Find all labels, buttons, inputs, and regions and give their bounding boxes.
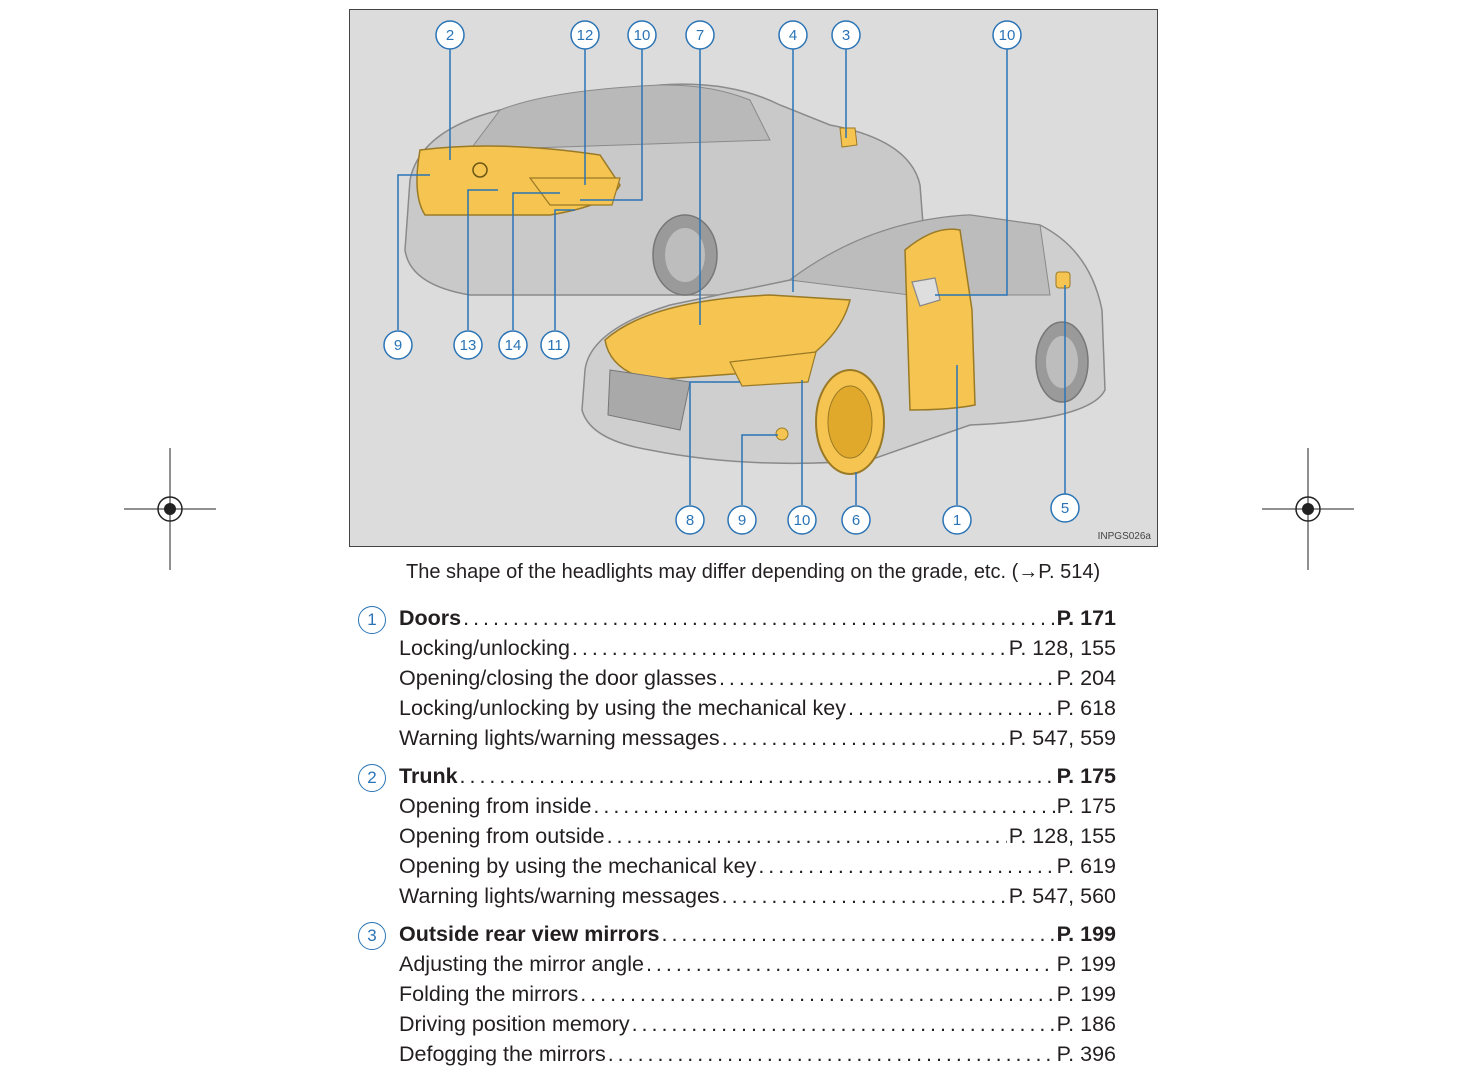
page-ref[interactable]: P. 175 bbox=[1056, 764, 1116, 788]
registration-mark-right bbox=[1262, 448, 1354, 570]
page-ref[interactable]: P. 175 bbox=[1056, 794, 1116, 818]
vehicle-exterior-figure bbox=[349, 9, 1158, 547]
index-entry[interactable] bbox=[358, 791, 1116, 821]
callout-top-7: 10 bbox=[998, 27, 1016, 44]
callout-top-2: 12 bbox=[576, 27, 594, 44]
section-title: Outside rear view mirrors bbox=[399, 922, 660, 946]
dot-leader bbox=[593, 791, 1054, 821]
dot-leader bbox=[722, 723, 1007, 753]
section-doors bbox=[358, 603, 1116, 753]
callout-bottom-2: 9 bbox=[737, 512, 747, 529]
page-ref[interactable]: P. 547, 560 bbox=[1008, 884, 1116, 908]
entry-label: Opening from inside bbox=[399, 794, 592, 818]
entry-label: Driving position memory bbox=[399, 1012, 630, 1036]
index-entry[interactable] bbox=[358, 821, 1116, 851]
callout-bottom-3: 10 bbox=[793, 512, 811, 529]
entry-label: Locking/unlocking bbox=[399, 636, 570, 660]
section-outside-mirrors bbox=[358, 919, 1116, 1069]
page-ref[interactable]: P. 199 bbox=[1056, 922, 1116, 946]
dot-leader bbox=[646, 949, 1055, 979]
section-heading[interactable] bbox=[358, 603, 1116, 633]
callout-top-6: 3 bbox=[841, 27, 851, 44]
index-entry[interactable] bbox=[358, 693, 1116, 723]
index-entry[interactable] bbox=[358, 949, 1116, 979]
section-heading[interactable] bbox=[358, 919, 1116, 949]
callout-top-5: 4 bbox=[788, 27, 798, 44]
figure-id-label: INPGS026a bbox=[1097, 531, 1151, 542]
index-entry[interactable] bbox=[358, 851, 1116, 881]
page-ref[interactable]: P. 618 bbox=[1056, 696, 1116, 720]
dot-leader bbox=[572, 633, 1007, 663]
section-number-badge: 2 bbox=[358, 764, 386, 792]
entry-label: Opening by using the mechanical key bbox=[399, 854, 757, 878]
page-ref[interactable]: P. 171 bbox=[1056, 606, 1116, 630]
entry-label: Adjusting the mirror angle bbox=[399, 952, 644, 976]
index-entry[interactable] bbox=[358, 663, 1116, 693]
component-index bbox=[358, 603, 1116, 1077]
page-ref[interactable]: P. 199 bbox=[1056, 952, 1116, 976]
index-entry[interactable] bbox=[358, 633, 1116, 663]
dot-leader bbox=[608, 1039, 1055, 1069]
callout-left-3: 14 bbox=[504, 337, 522, 354]
callout-top-1: 2 bbox=[445, 27, 455, 44]
section-heading[interactable] bbox=[358, 761, 1116, 791]
dot-leader bbox=[580, 979, 1054, 1009]
entry-label: Folding the mirrors bbox=[399, 982, 579, 1006]
callout-bottom-5: 1 bbox=[952, 512, 962, 529]
page-ref[interactable]: P. 128, 155 bbox=[1008, 636, 1116, 660]
registration-mark-left bbox=[124, 448, 216, 570]
page-ref[interactable]: P. 204 bbox=[1056, 666, 1116, 690]
index-entry[interactable] bbox=[358, 1009, 1116, 1039]
entry-label: Defogging the mirrors bbox=[399, 1042, 606, 1066]
dot-leader bbox=[719, 663, 1055, 693]
callout-top-3: 10 bbox=[633, 27, 651, 44]
callout-bottom-4: 6 bbox=[851, 512, 861, 529]
dot-leader bbox=[607, 821, 1007, 851]
dot-leader bbox=[758, 851, 1054, 881]
vehicle-illustration bbox=[350, 10, 1157, 546]
index-entry[interactable] bbox=[358, 1039, 1116, 1069]
dot-leader bbox=[632, 1009, 1055, 1039]
index-entry[interactable] bbox=[358, 979, 1116, 1009]
callout-left-2: 13 bbox=[459, 337, 477, 354]
callout-bottom-6: 5 bbox=[1060, 500, 1070, 517]
dot-leader bbox=[460, 761, 1055, 791]
page-ref[interactable]: P. 619 bbox=[1056, 854, 1116, 878]
headlight-note: The shape of the headlights may differ depending on the grade, etc. (→P. 514) bbox=[406, 561, 1101, 583]
callout-bottom-1: 8 bbox=[685, 512, 695, 529]
entry-label: Opening/closing the door glasses bbox=[399, 666, 717, 690]
page-ref[interactable]: P. 128, 155 bbox=[1008, 824, 1116, 848]
callout-top-4: 7 bbox=[695, 27, 705, 44]
dot-leader bbox=[662, 919, 1055, 949]
dot-leader bbox=[463, 603, 1054, 633]
entry-label: Warning lights/warning messages bbox=[399, 884, 720, 908]
index-entry[interactable] bbox=[358, 881, 1116, 911]
dot-leader bbox=[722, 881, 1007, 911]
dot-leader bbox=[848, 693, 1055, 723]
section-trunk bbox=[358, 761, 1116, 911]
entry-label: Warning lights/warning messages bbox=[399, 726, 720, 750]
section-title: Doors bbox=[399, 606, 462, 630]
callout-left-1: 9 bbox=[393, 337, 403, 354]
page-ref[interactable]: P. 396 bbox=[1056, 1042, 1116, 1066]
section-number-badge: 1 bbox=[358, 606, 386, 634]
entry-label: Opening from outside bbox=[399, 824, 605, 848]
page-ref[interactable]: P. 186 bbox=[1056, 1012, 1116, 1036]
entry-label: Locking/unlocking by using the mechanical key bbox=[399, 696, 846, 720]
section-number-badge: 3 bbox=[358, 922, 386, 950]
page-ref[interactable]: P. 547, 559 bbox=[1008, 726, 1116, 750]
callout-left-4: 11 bbox=[547, 337, 563, 354]
section-title: Trunk bbox=[399, 764, 458, 788]
page-ref[interactable]: P. 199 bbox=[1056, 982, 1116, 1006]
index-entry[interactable] bbox=[358, 723, 1116, 753]
